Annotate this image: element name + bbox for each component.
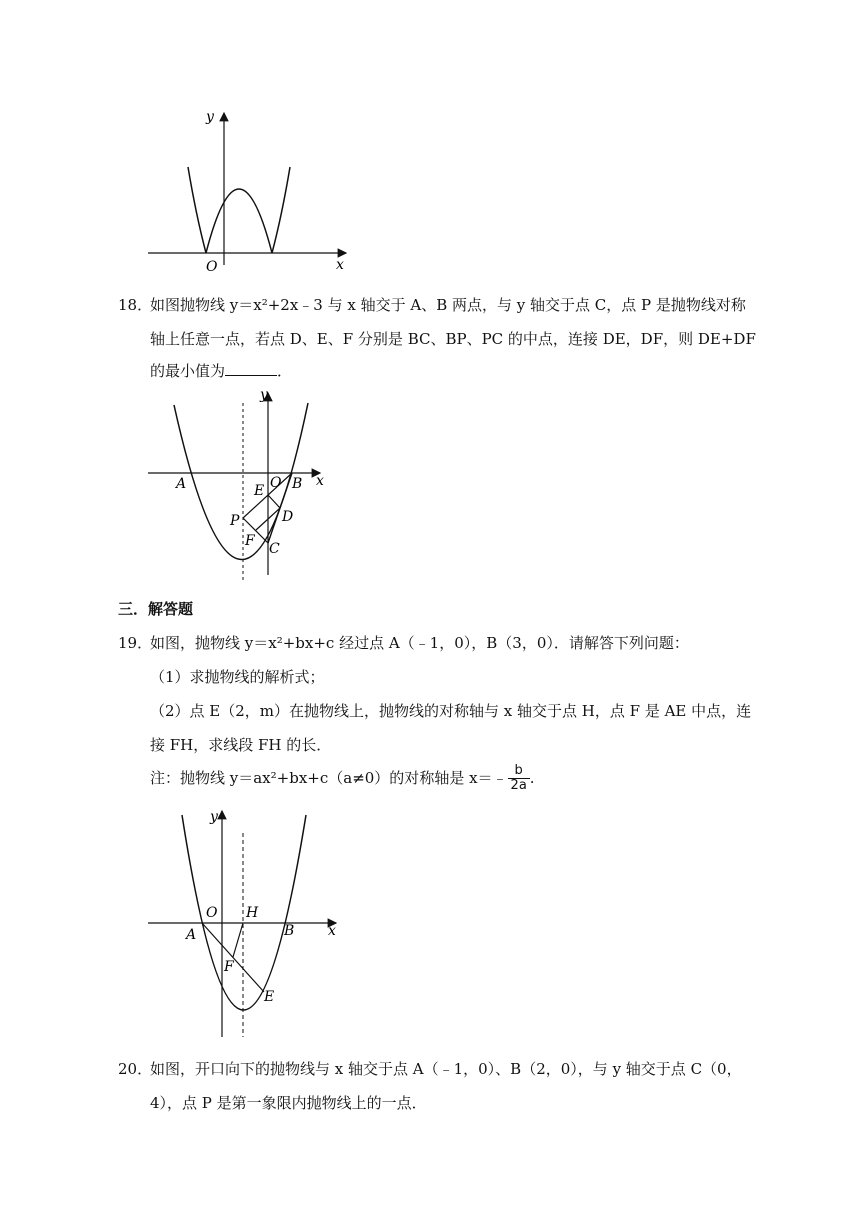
- q18-line3: 的最小值为 ．: [150, 362, 293, 380]
- fraction-b-over-2a: $\frac{b}{2a}$: [508, 764, 530, 794]
- q19-part1: （1）求抛物线的解析式；: [150, 668, 325, 686]
- svg-text:x: x: [316, 473, 324, 489]
- q20-line2: 4），点 P 是第一象限内抛物线上的一点．: [150, 1094, 427, 1112]
- svg-text:F: F: [245, 533, 255, 549]
- q20-line1: 如图，开口向下的抛物线与 x 轴交于点 A（﹣1，0）、B（2，0），与 y 轴交于点 C（0，: [150, 1060, 742, 1078]
- svg-text:O: O: [206, 905, 218, 921]
- parabola: [182, 815, 306, 1010]
- svg-text:E: E: [264, 989, 275, 1005]
- svg-text:y: y: [210, 809, 218, 825]
- label-y: y: [206, 109, 214, 125]
- answer-blank: [225, 361, 277, 376]
- curve-right-branch: [272, 167, 290, 253]
- q18-number: 18．: [118, 296, 153, 314]
- q19-number: 19．: [118, 634, 153, 652]
- figure-q19-graph: [140, 805, 350, 1045]
- svg-text:B: B: [292, 476, 303, 492]
- label-origin: O: [206, 259, 218, 275]
- svg-text:D: D: [282, 509, 294, 525]
- svg-text:x: x: [328, 923, 336, 939]
- svg-text:P: P: [230, 513, 240, 529]
- svg-text:E: E: [254, 483, 265, 499]
- q18-line2: 轴上任意一点，若点 D、E、F 分别是 BC、BP、PC 的中点，连接 DE，DF，则 DE+DF: [150, 330, 756, 348]
- svg-text:H: H: [246, 905, 259, 921]
- curve-middle-arch: [206, 189, 272, 253]
- q19-part2-a: （2）点 E（2，m）在抛物线上，抛物线的对称轴与 x 轴交于点 H，点 F 是 AE 中点，连: [150, 702, 752, 720]
- q18-line1: 如图抛物线 y＝x²+2x﹣3 与 x 轴交于 A、B 两点，与 y 轴交于点 C，点 P 是抛物线对称: [150, 296, 746, 314]
- svg-text:F: F: [224, 959, 234, 975]
- q19-line1: 如图，抛物线 y＝x²+bx+c 经过点 A（﹣1，0），B（3，0）．请解答下列问题：: [150, 634, 689, 652]
- curve-left-branch: [188, 167, 206, 253]
- figure-q17-graph: [140, 105, 360, 275]
- segment-DE: [268, 495, 280, 508]
- svg-text:B: B: [284, 923, 295, 939]
- q19-note: 注：抛物线 y＝ax²+bx+c（a≠0）的对称轴是 x＝﹣ $\frac{b}{2a}$ .: [150, 763, 535, 794]
- svg-text:A: A: [186, 927, 197, 943]
- svg-text:O: O: [270, 475, 282, 491]
- segment-FH: [233, 923, 243, 957]
- label-x: x: [336, 257, 344, 273]
- section-3-title: 三．解答题: [118, 600, 194, 618]
- svg-text:C: C: [269, 541, 280, 557]
- q19-part2-b: 接 FH，求线段 FH 的长．: [150, 736, 332, 754]
- figure-q18-graph: [140, 385, 340, 585]
- q20-number: 20．: [118, 1060, 153, 1078]
- svg-text:y: y: [260, 387, 268, 403]
- parabola: [174, 403, 308, 560]
- svg-text:A: A: [176, 476, 187, 492]
